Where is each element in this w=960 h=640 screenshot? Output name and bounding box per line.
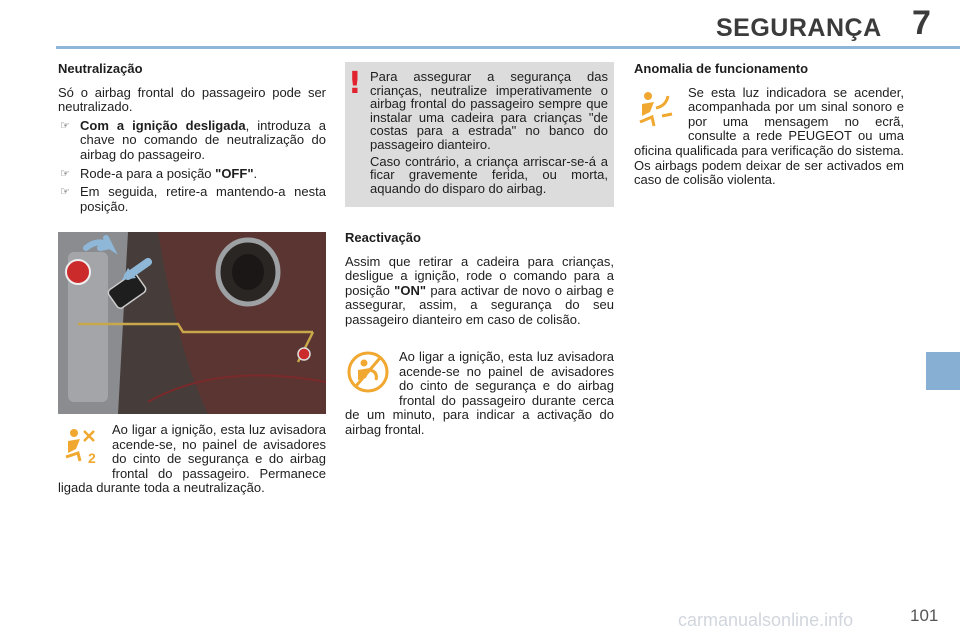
reactivation-para [345, 255, 614, 328]
warning-para-1: Para assegurar a segurança das crianças, neutralize imperativamente o airbag frontal do passageiro sempre que instalar uma cadeira para crianças "de costas para a estrada" no banco do passageiro dianteiro. [370, 69, 608, 152]
neutralization-section [58, 62, 326, 214]
hand-pointer-icon: ☞ [60, 186, 70, 199]
airbag-switch-photo [58, 232, 326, 414]
step-3-text: Em seguida, retire-a mantendo-a nesta posição. [80, 184, 326, 214]
neutralization-intro: Só o airbag frontal do passageiro pode ser neutralizado. [58, 84, 326, 115]
page-title: SEGURANÇA [716, 14, 882, 42]
step-2-bold: "OFF" [215, 165, 254, 181]
neutralization-lamp-text: Ao ligar a ignição, esta luz avisadora acende-se, no painel de avisadores do cinto de segurança e do airbag frontal do passageiro. Permanece ligada durante toda a neutralização. [58, 422, 326, 496]
warning-text [370, 70, 608, 195]
reactivation-lamp-note [345, 350, 614, 438]
step-2 [58, 167, 326, 182]
step-2-pre: Rode-a para a posição [80, 165, 216, 181]
warning-para-2: Caso contrário, a criança arriscar-se-á a ficar gravemente ferida, ou morta, aquando do disparo do airbag. [370, 153, 608, 196]
chapter-number: 7 [912, 4, 931, 42]
malfunction-text: Se esta luz indicadora se acender, acompanhada por um sinal sonoro e por uma mensagem no ecrã, consulte a rede PEUGEOT ou uma oficina qualificada para verificação do sistema. Os airbags podem deixar de ser activados em caso de colisão violenta. [634, 84, 904, 188]
reactivation-para-post: para activar de novo o airbag e assegurar, assim, a segurança do seu passageiro dianteiro em caso de colisão. [345, 282, 615, 327]
neutralization-lamp-note [58, 423, 326, 496]
step-1-bold: Com a ignição desligada [80, 117, 246, 133]
chapter-side-tab [926, 352, 960, 390]
step-1-text: , introduza a chave no comando de neutralização do airbag do passageiro. [80, 117, 326, 162]
airbag-fault-icon [636, 88, 676, 133]
page-number: 101 [910, 606, 939, 625]
step-3 [58, 185, 326, 214]
svg-text:2: 2 [88, 450, 96, 465]
watermark: carmanualsonline.info [678, 610, 854, 630]
reactivation-heading: Reactivação [345, 230, 421, 245]
reactivation-section [345, 231, 614, 328]
hand-pointer-icon: ☞ [60, 119, 70, 132]
neutralization-heading: Neutralização [58, 61, 143, 76]
hand-pointer-icon: ☞ [60, 167, 70, 180]
reactivation-lamp-text: Ao ligar a ignição, esta luz avisadora acende-se no painel de avisadores do cinto de segurança e do airbag frontal do passageiro durante cerca de um minuto, para indicar a activação do airbag frontal. [345, 349, 614, 437]
malfunction-heading: Anomalia de funcionamento [634, 61, 809, 76]
step-2-text: . [253, 165, 258, 181]
reactivation-para-bold: "ON" [394, 282, 426, 298]
reactivation-para-pre: Assim que retirar a cadeira para crianças, desligue a ignição, rode o comando para a posição [345, 253, 614, 298]
warning-exclamation-icon: ! [348, 66, 362, 101]
step-1 [58, 119, 326, 163]
header-rule [56, 46, 960, 49]
